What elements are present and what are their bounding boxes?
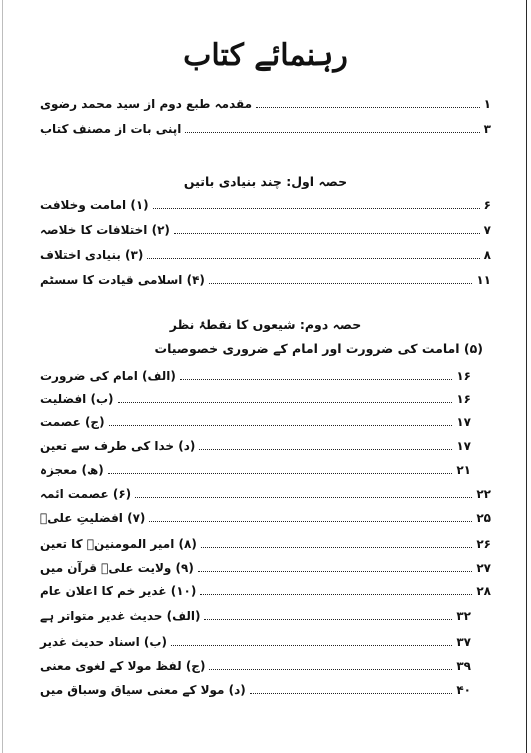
toc-entry-page: ۷ <box>483 223 491 237</box>
toc-entry-title: (ج) عصمت <box>40 415 105 429</box>
toc-entry-page: ۲۷ <box>476 561 491 575</box>
toc-entry-page: ۳۷ <box>456 635 471 649</box>
toc-entry-page: ۳ <box>483 122 491 136</box>
toc-entry-title: (ج) لفظ مولا کے لغوی معنی <box>40 659 206 673</box>
dot-leader <box>198 571 472 572</box>
toc-entry-page: ۸ <box>483 248 491 262</box>
toc-entry-title: (الف) امام کی ضرورت <box>40 369 176 383</box>
dot-leader <box>209 669 452 670</box>
toc-entry[interactable] <box>40 606 471 624</box>
toc-entry[interactable] <box>40 508 491 526</box>
dot-leader <box>256 107 480 108</box>
dot-leader <box>180 379 452 380</box>
toc-entry-page: ۴۰ <box>456 683 471 697</box>
toc-entry-page: ۳۲ <box>456 609 471 623</box>
section-heading: حصہ دوم: شیعوں کا نقطۂ نظر <box>169 317 362 332</box>
toc-entry[interactable] <box>40 220 491 238</box>
toc-entry[interactable] <box>40 270 491 288</box>
toc-entry-title: اپنی بات از مصنف کتاب <box>40 122 182 136</box>
dot-leader <box>153 208 480 209</box>
page-title: رہنمائے کتاب <box>183 38 348 73</box>
toc-entry-title: (۳) بنیادی اختلاف <box>40 248 144 262</box>
toc-entry-page: ۱۱ <box>476 273 491 287</box>
dot-leader <box>147 258 479 259</box>
dot-leader <box>204 619 452 620</box>
dot-leader <box>209 283 472 284</box>
toc-entry-title: (د) مولا کے معنی سیاق وسباق میں <box>40 683 246 697</box>
toc-entry[interactable] <box>40 680 471 698</box>
toc-entry-title: (۴) اسلامی قیادت کا سسٹم <box>40 273 205 287</box>
toc-entry-page: ۲۶ <box>476 537 491 551</box>
toc-entry-page: ۱۷ <box>456 415 471 429</box>
toc-entry-page: ۱۷ <box>456 439 471 453</box>
toc-entry-page: ۲۱ <box>456 463 471 477</box>
toc-entry-page: ۲۵ <box>476 511 491 525</box>
toc-entry-title: (۱) امامت وخلافت <box>40 198 149 212</box>
dot-leader <box>109 425 453 426</box>
dot-leader <box>250 693 453 694</box>
toc-entry-page: ۱۶ <box>456 392 471 406</box>
toc-entry-title: (۸) امیر المومنینؑ کا تعین <box>40 537 197 551</box>
toc-entry-title: (۷) افضلیتِ علیؑ <box>40 511 146 525</box>
dot-leader <box>201 547 473 548</box>
toc-entry[interactable] <box>40 534 491 552</box>
dot-leader <box>149 521 472 522</box>
toc-entry-title: (د) خدا کی طرف سے تعین <box>40 439 196 453</box>
toc-entry-page: ۳۹ <box>456 659 471 673</box>
page-edge <box>526 0 527 753</box>
section-heading: حصہ اول: چند بنیادی باتیں <box>183 174 348 189</box>
toc-entry[interactable] <box>40 366 471 384</box>
dot-leader <box>135 497 472 498</box>
toc-entry-page: ۶ <box>483 198 491 212</box>
toc-entry[interactable] <box>40 558 491 576</box>
toc-entry[interactable] <box>40 656 471 674</box>
toc-entry[interactable] <box>40 460 471 478</box>
toc-entry[interactable] <box>40 195 491 213</box>
toc-entry-title: (۹) ولایت علیؑ قرآن میں <box>40 561 194 575</box>
toc-entry[interactable] <box>40 632 471 650</box>
dot-leader <box>185 132 479 133</box>
toc-entry-page: ۱ <box>483 97 491 111</box>
toc-entry[interactable] <box>40 436 471 454</box>
dot-leader <box>171 645 452 646</box>
toc-entry-title: (الف) حدیث غدیر متواتر ہے <box>40 609 201 623</box>
toc-entry-page: ۱۶ <box>456 369 471 383</box>
toc-entry-page: ۲۲ <box>476 487 491 501</box>
dot-leader <box>108 473 453 474</box>
toc-entry-title: مقدمہ طبع دوم از سید محمد رضوی <box>40 97 253 111</box>
toc-entry[interactable] <box>40 119 491 137</box>
toc-entry-page: ۲۸ <box>476 584 491 598</box>
toc-entry[interactable] <box>40 389 471 407</box>
dot-leader <box>200 594 472 595</box>
toc-entry-title: (ب) اسناد حدیث غدیر <box>40 635 167 649</box>
toc-entry-title: (۱۰) غدیر خم کا اعلان عام <box>40 584 197 598</box>
toc-entry[interactable] <box>40 94 491 112</box>
dot-leader <box>174 233 480 234</box>
page-edge <box>2 0 3 753</box>
dot-leader <box>118 402 453 403</box>
toc-entry[interactable] <box>40 581 491 599</box>
toc-entry-title: (ھ) معجزہ <box>40 463 104 477</box>
dot-leader <box>199 449 452 450</box>
toc-entry[interactable] <box>40 412 471 430</box>
subsection-heading: (۵) امامت کی ضرورت اور امام کے ضروری خصوصیات <box>154 341 483 356</box>
toc-entry-title: (ب) افضلیت <box>40 392 114 406</box>
toc-entry[interactable] <box>40 484 491 502</box>
toc-entry[interactable] <box>40 245 491 263</box>
toc-entry-title: (۶) عصمت ائمہ <box>40 487 132 501</box>
toc-entry-title: (۲) اختلافات کا خلاصہ <box>40 223 170 237</box>
